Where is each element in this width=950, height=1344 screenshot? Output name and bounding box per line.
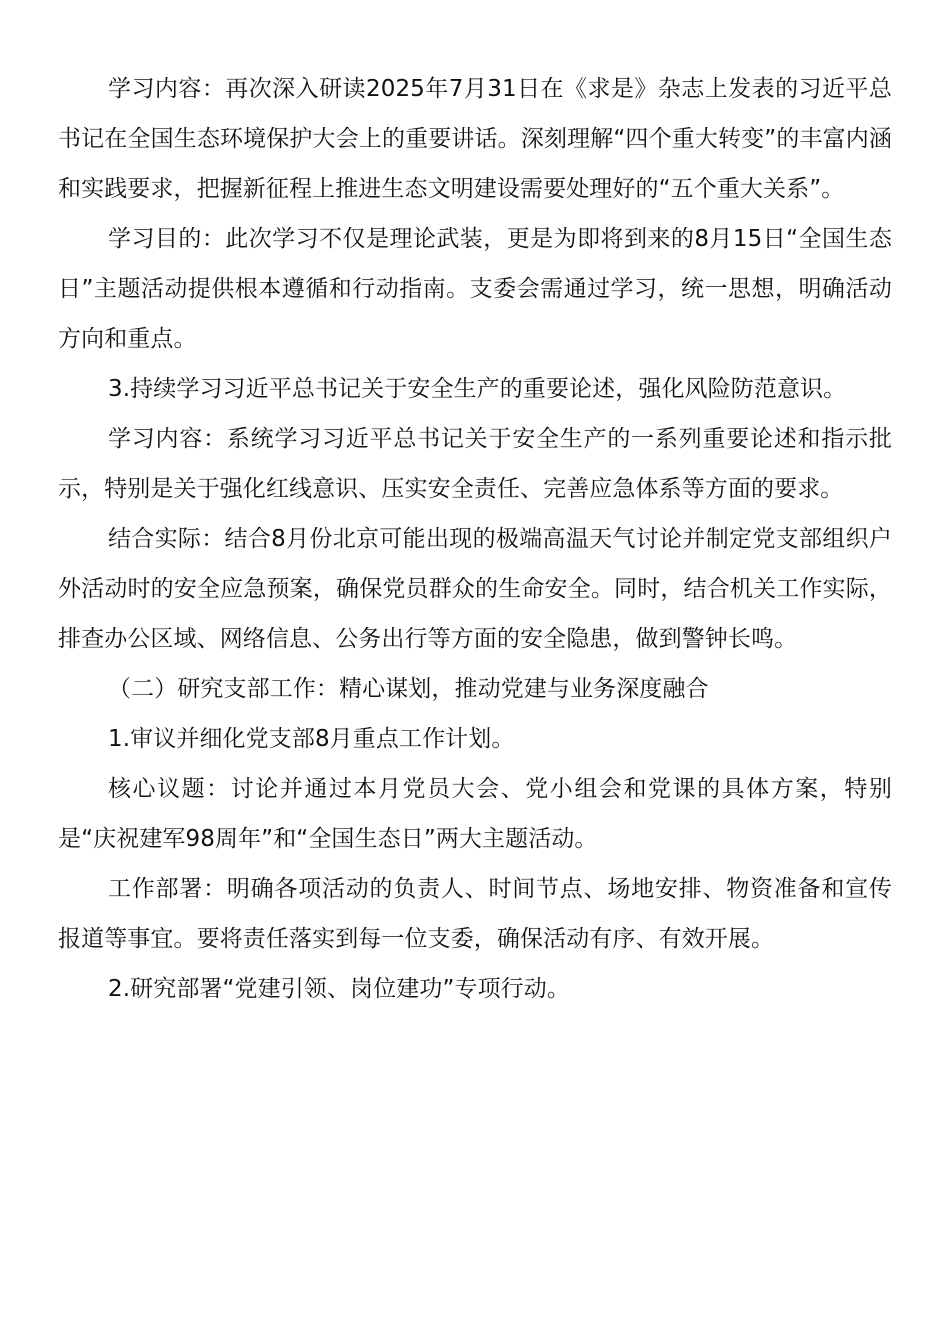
section-heading-2: （二）研究支部工作：精心谋划，推动党建与业务深度融合 xyxy=(108,676,709,702)
paragraph-work-deployment: 工作部署：明确各项活动的负责人、时间节点、场地安排、物资准备和宣传报道等事宜。要将责任落实到每一位支委，确保活动有序、有效开展。 xyxy=(58,876,892,952)
paragraph-study-content-ecology: 学习内容：再次深入研读2025年7月31日在《求是》杂志上发表的习近平总书记在全国生态环境保护大会上的重要讲话。深刻理解“四个重大转变”的丰富内涵和实践要求，把握新征程上推进生态文明建设需要处理好的“五个重大关系”。 xyxy=(58,76,892,202)
paragraph-item-2-action: 2.研究部署“党建引领、岗位建功”专项行动。 xyxy=(108,976,570,1002)
paragraph-practice: 结合实际：结合8月份北京可能出现的极端高温天气讨论并制定党支部组织户外活动时的安全应急预案，确保党员群众的生命安全。同时，结合机关工作实际，排查办公区域、网络信息、公务出行等方面的安全隐患，做到警钟长鸣。 xyxy=(58,526,892,652)
paragraph-core-topic: 核心议题：讨论并通过本月党员大会、党小组会和党课的具体方案，特别是“庆祝建军98周年”和“全国生态日”两大主题活动。 xyxy=(58,776,892,852)
paragraph-item-1-plan: 1.审议并细化党支部8月重点工作计划。 xyxy=(108,726,515,752)
paragraph-item-3-safety: 3.持续学习习近平总书记关于安全生产的重要论述，强化风险防范意识。 xyxy=(108,376,847,402)
paragraph-study-content-safety: 学习内容：系统学习习近平总书记关于安全生产的一系列重要论述和指示批示，特别是关于强化红线意识、压实安全责任、完善应急体系等方面的要求。 xyxy=(58,426,892,502)
paragraph-study-purpose: 学习目的：此次学习不仅是理论武装，更是为即将到来的8月15日“全国生态日”主题活动提供根本遵循和行动指南。支委会需通过学习，统一思想，明确活动方向和重点。 xyxy=(58,226,892,352)
document-body xyxy=(58,64,892,1014)
